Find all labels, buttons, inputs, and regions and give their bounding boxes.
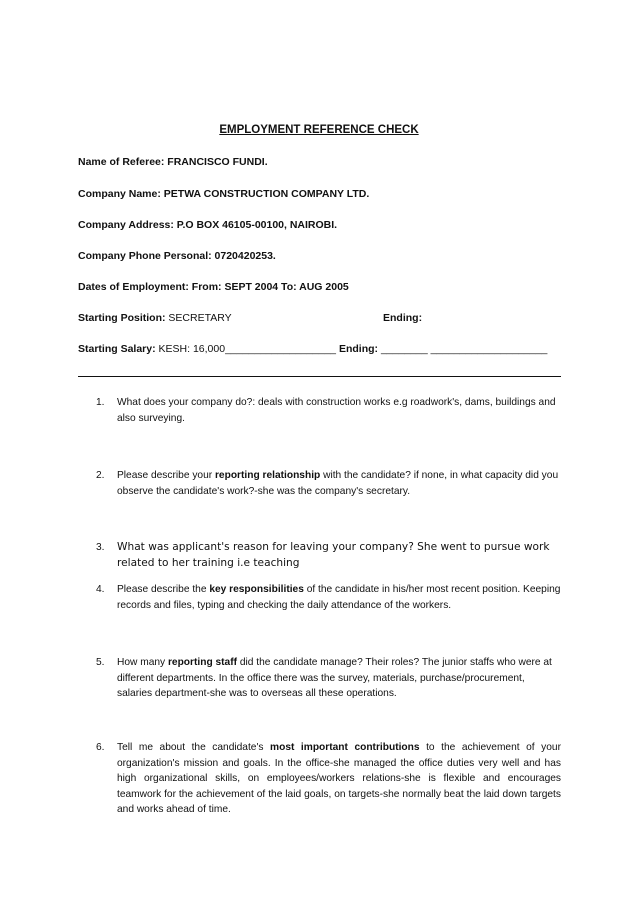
question-3 [96,540,561,571]
company-phone-value: 0720420253. [214,250,276,262]
salary-ending-label: Ending: [336,343,381,355]
starting-salary-field [78,343,547,355]
question-4 [96,582,561,613]
question-text-part: to the achievement of your organization's mission and goals. In the office-she managed the office duties very well and has high organizational skills, on employees/workers relations-she is flexible and encourages teamwork for the achievement of the laid goals, on targets-she normally beat the laid down targets and works ahead of time. [117,742,561,815]
question-2 [96,468,561,499]
question-text [117,468,561,499]
question-text-part: Please describe the [117,584,210,595]
question-emphasis: reporting staff [167,657,238,668]
question-5 [96,655,561,702]
question-6 [96,740,561,818]
employment-dates-field [78,281,349,293]
question-text-part: did the candidate manage? Their roles? The junior staffs who were at different departments. In the office there was the survey, materials, purchase/procurement, salaries department-she was to overseas all these operations. [117,657,552,699]
question-text-part: How many [117,657,168,668]
question-text: What was applicant's reason for leaving your company? She went to pursue work related to her training i.e teaching [117,541,550,569]
company-phone-label: Company Phone Personal: [78,250,215,262]
question-number: 6. [96,742,105,753]
question-text [117,655,561,702]
employment-dates-label: Dates of Employment: [78,281,192,293]
company-name-label: Company Name: [78,188,164,200]
company-name-field [78,188,369,200]
starting-salary-label: Starting Salary: [78,343,159,355]
starting-salary-value: KESH: 16,000___________________ [158,343,337,355]
question-number: 1. [96,397,105,408]
document-title: EMPLOYMENT REFERENCE CHECK [219,124,419,136]
question-text-part: of the candidate in his/her most recent position. Keeping records and files, typing and checking the daily attendance of the workers. [117,584,561,611]
starting-position-label: Starting Position: [78,312,169,324]
question-text-part: Tell me about the candidate's [117,742,271,753]
question-emphasis: most important contributions [270,742,420,753]
company-address-value: P.O BOX 46105-00100, NAIROBI. [176,219,338,231]
question-number: 4. [96,584,105,595]
referee-label: Name of Referee: [78,156,168,168]
company-name-value: PETWA CONSTRUCTION COMPANY LTD. [163,188,370,200]
question-text [117,740,561,818]
question-text: What does your company do?: deals with construction works e.g roadwork's, dams, buildings and also surveying. [117,397,556,424]
company-phone-field [78,250,276,262]
question-text-part: Please describe your [117,470,215,481]
starting-position-field [78,312,561,324]
starting-position-value: SECRETARY [168,312,232,324]
company-address-label: Company Address: [78,219,177,231]
employment-dates-value: From: SEPT 2004 To: AUG 2005 [191,281,349,293]
salary-ending-value: ________ ____________________ [380,343,548,355]
question-number: 2. [96,470,105,481]
referee-field [78,156,268,168]
section-divider [78,376,561,377]
question-emphasis: reporting relationship [214,470,321,481]
position-ending-label: Ending: [383,312,423,324]
company-address-field [78,219,337,231]
question-text [117,582,561,613]
question-1 [96,395,561,426]
question-text-part: with the candidate? if none, in what capacity did you observe the candidate's work?-she was the company's secretary. [117,470,559,497]
question-number: 3. [96,542,105,553]
referee-value: FRANCISCO FUNDI. [167,156,268,168]
question-number: 5. [96,657,105,668]
question-emphasis: key responsibilities [209,584,304,595]
